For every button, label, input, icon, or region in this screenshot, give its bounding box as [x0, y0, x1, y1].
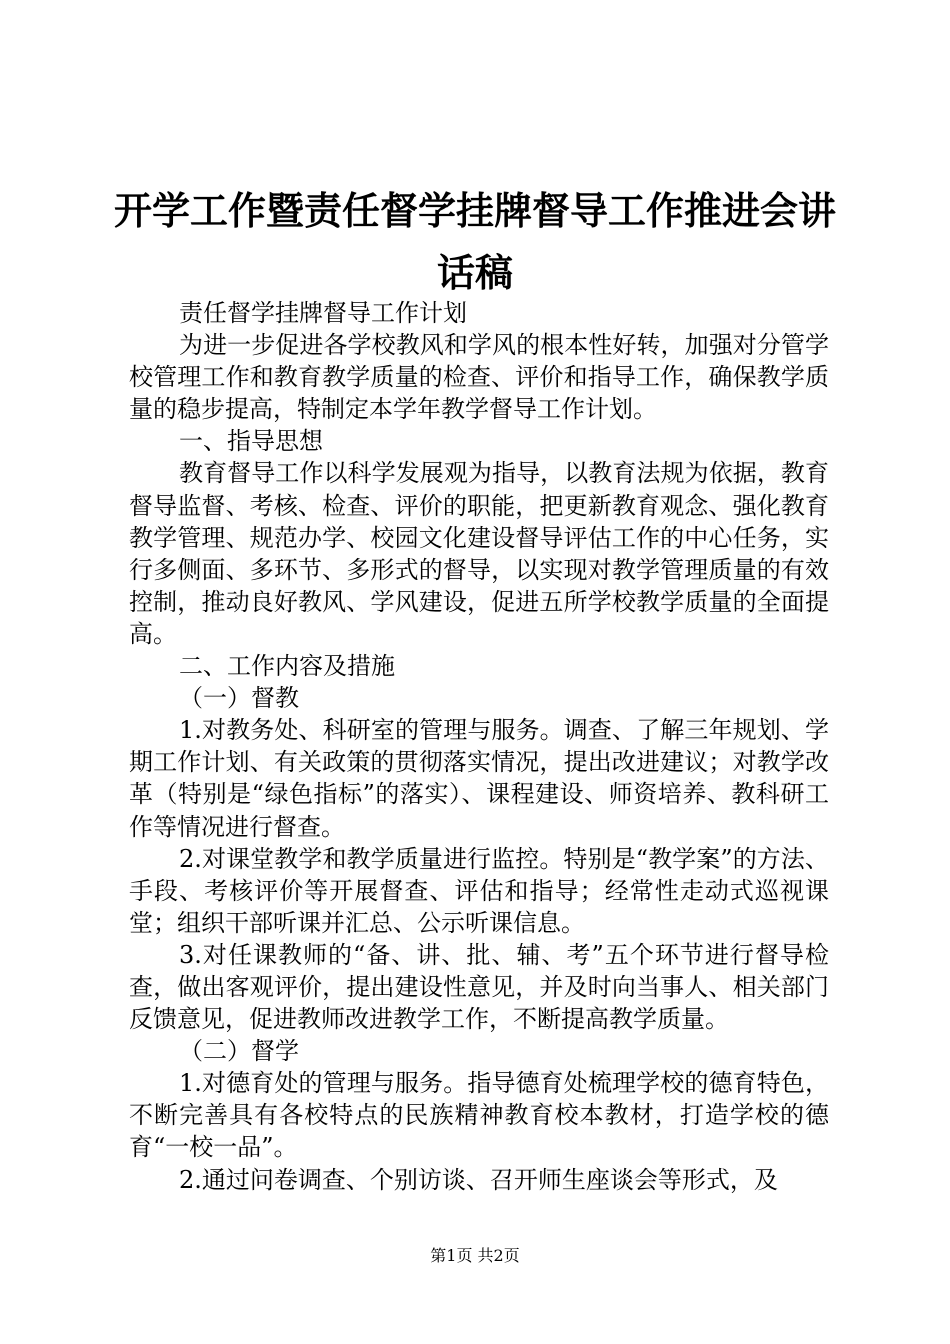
item-paragraph: 2.通过问卷调查、个别访谈、召开师生座谈会等形式，及 [179, 1165, 778, 1194]
section-heading-2: 二、工作内容及措施 [179, 652, 395, 681]
subsection-heading-1: （一）督教 [179, 684, 299, 713]
subsection-heading-2: （二）督学 [179, 1037, 299, 1066]
item-paragraph: 2.对课堂教学和教学质量进行监控。特别是“教学案”的方法、手段、考核评价等开展督查、评估和指导；经常性走动式巡视课堂；组织干部听课并汇总、公示听课信息。 [129, 844, 829, 937]
section-heading-1: 一、指导思想 [179, 427, 323, 456]
page-number: 第1页 共2页 [430, 1246, 520, 1265]
document-body [129, 297, 829, 1196]
item-paragraph: 1.对德育处的管理与服务。指导德育处梳理学校的德育特色，不断完善具有各校特点的民族精神教育校本教材，打造学校的德育“一校一品”。 [129, 1069, 829, 1162]
intro-paragraph: 为进一步促进各学校教风和学风的根本性好转，加强对分管学校管理工作和教育教学质量的检查、评价和指导工作，确保教学质量的稳步提高，特制定本学年教学督导工作计划。 [129, 331, 829, 424]
item-paragraph: 3.对任课教师的“备、讲、批、辅、考”五个环节进行督导检查，做出客观评价，提出建设性意见，并及时向当事人、相关部门反馈意见，促进教师改进教学工作，不断提高教学质量。 [129, 940, 829, 1034]
document-title: 开学工作暨责任督学挂牌督导工作推进会讲话稿 [113, 189, 836, 295]
guiding-paragraph: 教育督导工作以科学发展观为指导，以教育法规为依据，教育督导监督、考核、检查、评价的职能，把更新教育观念、强化教育教学管理、规范办学、校园文化建设督导评估工作的中心任务，实行多侧面、多环节、多形式的督导，以实现对教学管理质量的有效控制，推动良好教风、学风建设，促进五所学校教学质量的全面提高。 [129, 459, 829, 648]
item-paragraph: 1.对教务处、科研室的管理与服务。调查、了解三年规划、学期工作计划、有关政策的贯彻落实情况，提出改进建议；对教学改革（特别是“绿色指标”的落实）、课程建设、师资培养、教科研工作等情况进行督查。 [129, 716, 829, 841]
plan-heading: 责任督学挂牌督导工作计划 [179, 299, 467, 327]
